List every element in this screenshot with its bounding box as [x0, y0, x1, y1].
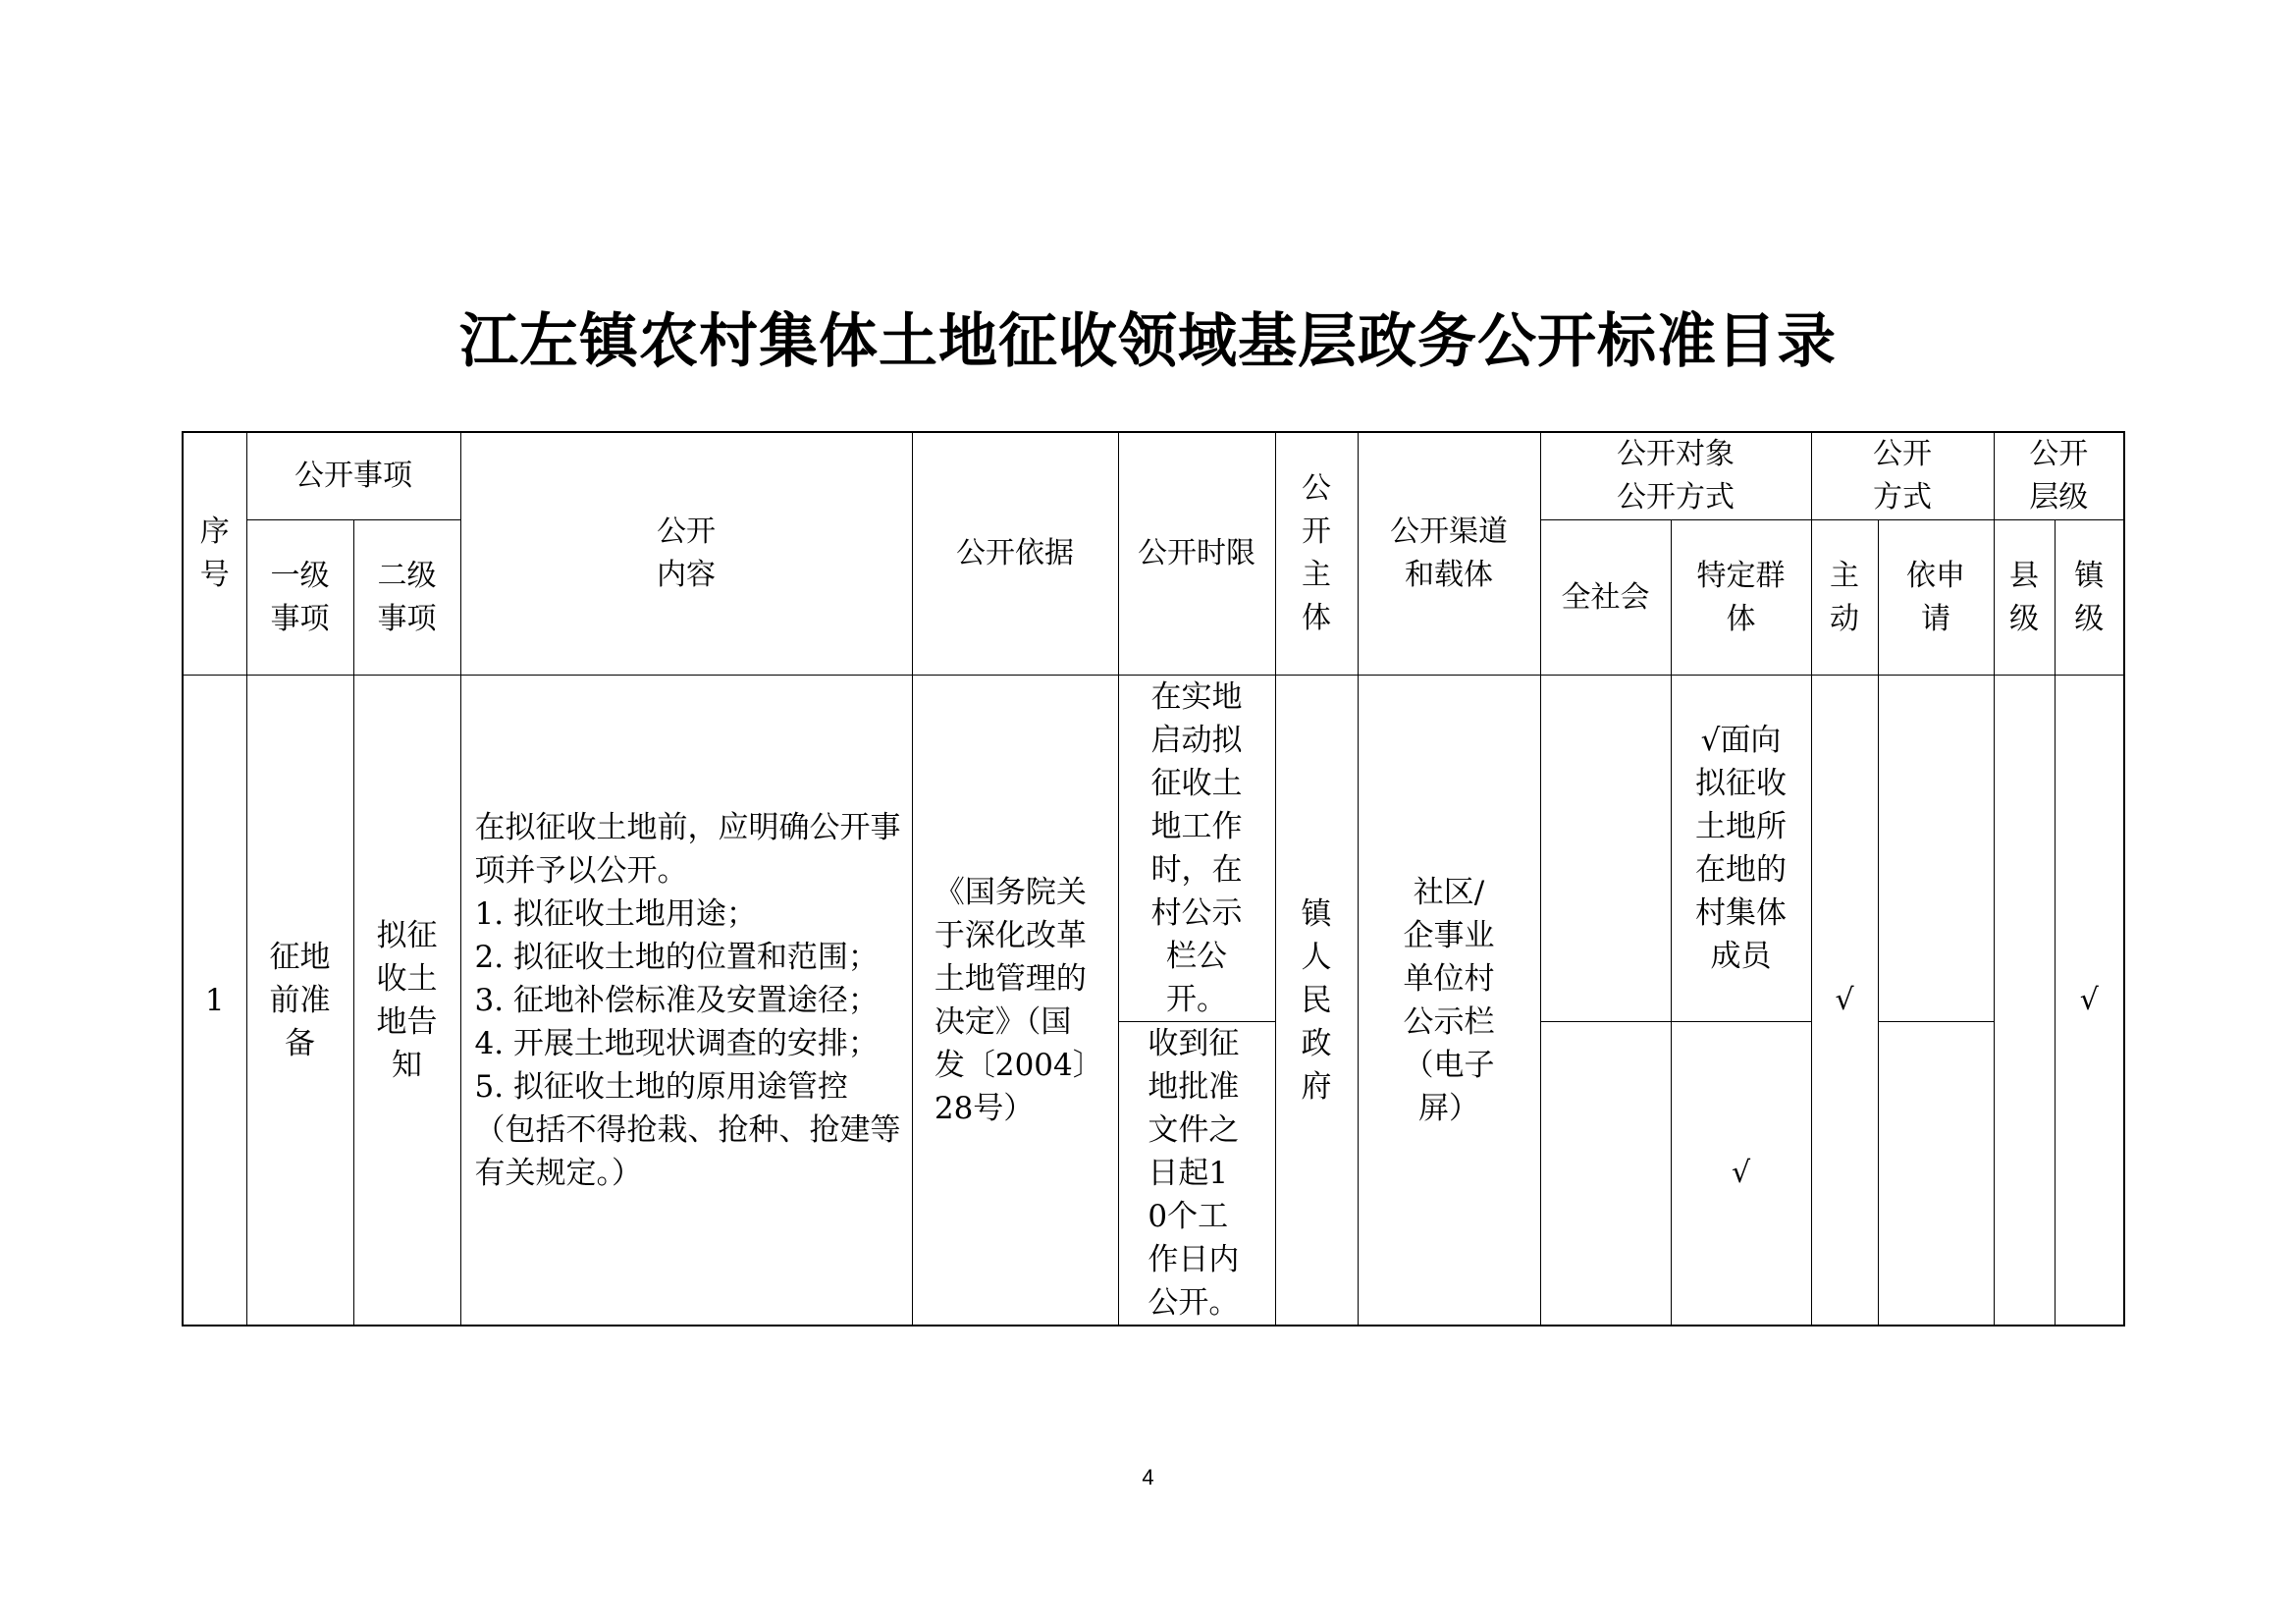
content-item: 3. 征地补偿标准及安置途径； — [474, 982, 879, 1018]
row-county — [1994, 676, 2055, 1326]
header-town: 镇级 — [2055, 520, 2124, 676]
standard-catalog-table — [182, 431, 2125, 1326]
row-time-limit-1: 在实地启动拟征收土地工作时，在村公示栏公开。 — [1118, 676, 1275, 1022]
row-channel: 社区/企事业单位村公示栏（电子屏） — [1358, 676, 1540, 1326]
header-target — [1540, 432, 1811, 520]
header-county: 县级 — [1994, 520, 2055, 676]
header-time-limit: 公开时限 — [1118, 432, 1275, 676]
content-item: 5. 拟征收土地的原用途管控（包括不得抢栽、抢种、抢建等有关规定。） — [474, 1068, 901, 1191]
header-level — [1994, 432, 2124, 520]
page-number: 4 — [1142, 1465, 1154, 1489]
content-item: 1. 拟征收土地用途； — [474, 895, 757, 932]
row-whole-society-1 — [1540, 676, 1671, 1022]
row-basis: 《国务院关于深化改革土地管理的决定》（国发〔2004〕28号） — [912, 676, 1118, 1326]
header-subject: 公开主体 — [1275, 432, 1358, 676]
header-specific-group: 特定群体 — [1671, 520, 1811, 676]
header-seq: 序号 — [183, 432, 246, 676]
header-whole-society: 全社会 — [1540, 520, 1671, 676]
row-on-request-1 — [1878, 676, 1994, 1022]
header-basis: 公开依据 — [912, 432, 1118, 676]
row-whole-society-2 — [1540, 1022, 1671, 1326]
row-specific-group-2: √ — [1671, 1022, 1811, 1326]
row-active-check: √ — [1811, 676, 1878, 1326]
header-channel: 公开渠道和载体 — [1358, 432, 1540, 676]
header-content: 公开内容 — [460, 432, 912, 676]
row-level2: 拟征收土地告知 — [353, 676, 460, 1326]
header-method-line2: 方式 — [1873, 480, 1932, 514]
header-target-line1: 公开对象 — [1617, 437, 1735, 471]
row-level1: 征地前准备 — [246, 676, 353, 1326]
document-title: 江左镇农村集体土地征收领域基层政务公开标准目录 — [459, 307, 1837, 376]
header-active: 主动 — [1811, 520, 1878, 676]
row-on-request-2 — [1878, 1022, 1994, 1326]
header-method — [1811, 432, 1994, 520]
header-level2: 二级事项 — [353, 520, 460, 676]
row-town-check: √ — [2055, 676, 2124, 1326]
header-level1: 一级事项 — [246, 520, 353, 676]
content-item: 2. 拟征收土地的位置和范围； — [474, 939, 879, 975]
header-level-line2: 层级 — [2029, 480, 2089, 514]
content-item: 4. 开展土地现状调查的安排； — [474, 1025, 879, 1061]
header-level-line1: 公开 — [2029, 437, 2089, 471]
row-content — [460, 676, 912, 1326]
header-on-request: 依申请 — [1878, 520, 1994, 676]
header-matters: 公开事项 — [246, 432, 460, 520]
row-time-limit-2: 收到征地批准文件之日起10个工作日内公开。 — [1118, 1022, 1275, 1326]
row-subject: 镇人民政府 — [1275, 676, 1358, 1326]
header-method-line1: 公开 — [1873, 437, 1932, 471]
row-specific-group-1: √面向拟征收土地所在地的村集体成员 — [1671, 676, 1811, 1022]
header-target-line2: 公开方式 — [1617, 480, 1735, 514]
row-seq: 1 — [183, 676, 246, 1326]
content-intro: 在拟征收土地前，应明确公开事项并予以公开。 — [474, 809, 901, 889]
